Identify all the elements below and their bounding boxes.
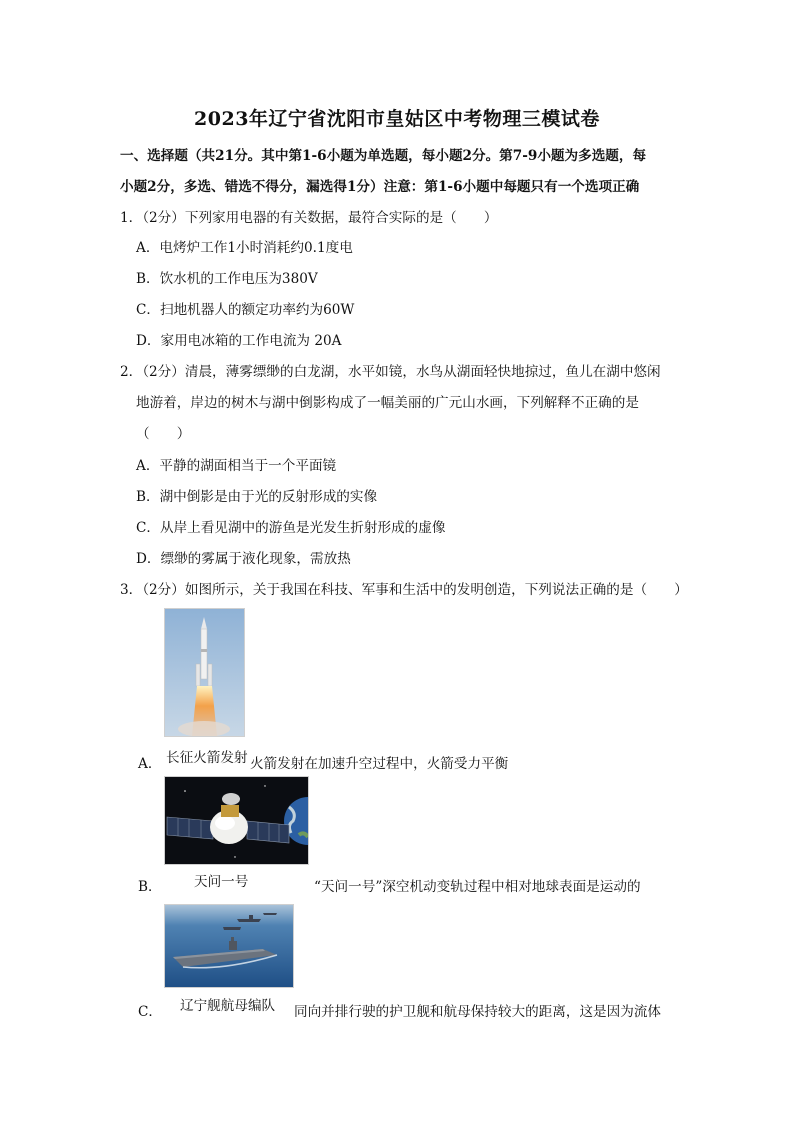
question-2-option-d: D．缥缈的雾属于液化现象，需放热 bbox=[136, 551, 351, 567]
rocket-launch-image bbox=[164, 608, 245, 737]
question-3-option-c-text: 同向并排行驶的护卫舰和航母保持较大的距离，这是因为流体 bbox=[294, 1004, 662, 1020]
carrier-group-image bbox=[164, 904, 294, 988]
section-instructions-line-1: 一、选择题（共21分。其中第1-6小题为单选题，每小题2分。第7-9小题为多选题，每 bbox=[120, 148, 647, 164]
question-3-option-b-caption: 天问一号 bbox=[194, 874, 249, 890]
question-2-option-c: C．从岸上看见湖中的游鱼是光发生折射形成的虚像 bbox=[136, 520, 446, 536]
question-3-option-a-caption: 长征火箭发射 bbox=[166, 750, 248, 766]
rocket-launch-illustration bbox=[165, 609, 244, 736]
question-1-option-b: B．饮水机的工作电压为380V bbox=[136, 271, 318, 287]
carrier-group-illustration bbox=[165, 905, 293, 987]
question-2-option-b: B．湖中倒影是由于光的反射形成的实像 bbox=[136, 489, 378, 505]
question-3-option-c-letter: C． bbox=[138, 1004, 162, 1020]
question-1-option-d: D．家用电冰箱的工作电流为 20A bbox=[136, 333, 342, 349]
question-2-stem-line-2: 地游着，岸边的树木与湖中倒影构成了一幅美丽的广元山水画，下列解释不正确的是 bbox=[136, 395, 639, 411]
question-2-option-a: A．平静的湖面相当于一个平面镜 bbox=[136, 458, 337, 474]
question-3-option-a-text: 火箭发射在加速升空过程中，火箭受力平衡 bbox=[250, 756, 509, 772]
tianwen-probe-illustration bbox=[165, 777, 308, 864]
question-3-option-b-text: “天问一号”深空机动变轨过程中相对地球表面是运动的 bbox=[314, 879, 641, 895]
question-3-option-c-caption: 辽宁舰航母编队 bbox=[180, 998, 276, 1014]
question-2-stem-line-1: 2．（2分）清晨，薄雾缥缈的白龙湖，水平如镜，水鸟从湖面轻快地掠过，鱼儿在湖中悠闲 bbox=[120, 364, 661, 380]
page-title: 2023年辽宁省沈阳市皇姑区中考物理三模试卷 bbox=[194, 108, 600, 130]
question-2-stem-line-3: （ ） bbox=[136, 426, 191, 442]
section-instructions-line-2: 小题2分，多选、错选不得分，漏选得1分）注意：第1-6小题中每题只有一个选项正确 bbox=[120, 179, 640, 195]
tianwen-probe-image bbox=[164, 776, 309, 865]
question-3-option-a-letter: A． bbox=[138, 756, 162, 772]
question-1-option-c: C．扫地机器人的额定功率约为60W bbox=[136, 302, 355, 318]
question-3-option-b-letter: B． bbox=[138, 879, 162, 895]
question-1-stem: 1．（2分）下列家用电器的有关数据，最符合实际的是（ ） bbox=[120, 210, 498, 226]
question-3-stem: 3．（2分）如图所示，关于我国在科技、军事和生活中的发明创造，下列说法正确的是（ ） bbox=[120, 582, 688, 598]
question-1-option-a: A．电烤炉工作1小时消耗约0.1度电 bbox=[136, 240, 353, 256]
